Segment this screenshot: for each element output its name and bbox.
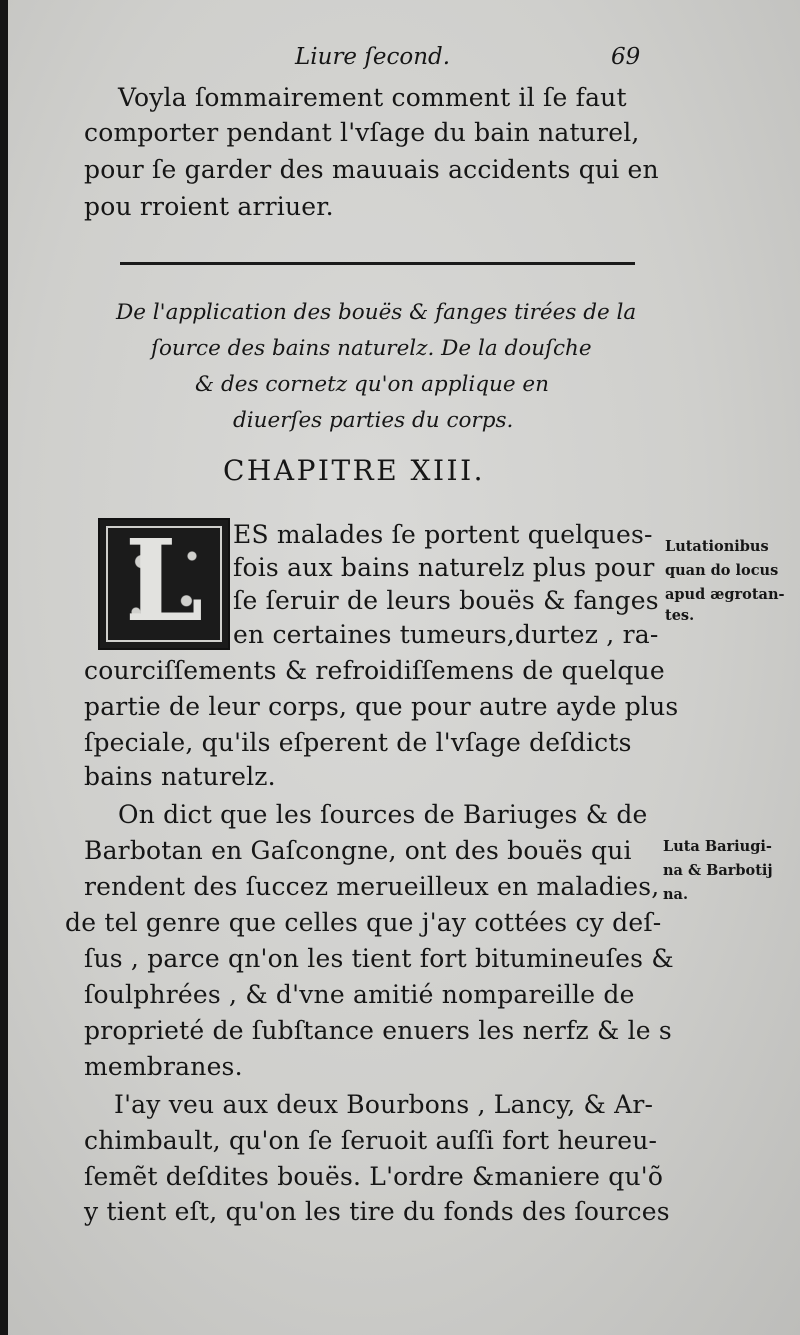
page-number: 69 (611, 44, 641, 70)
initial-letter: L (124, 516, 204, 647)
paragraph-line: chimbault, qu'on ſe ſeruoit auſſi fort heureu- (84, 1126, 658, 1155)
chapter-title: CHAPITRE XIII. (223, 454, 486, 487)
paragraph-line: ſemẽt deſdites bouës. L'ordre &maniere qu'õ (84, 1162, 664, 1191)
book-page (8, 0, 800, 1335)
paragraph-line: en certaines tumeurs,durtez , ra- (233, 620, 659, 649)
intro-line: pou rroient arriuer. (84, 192, 334, 221)
paragraph-line: partie de leur corps, que pour autre ayde plus (84, 692, 679, 721)
intro-line: comporter pendant l'vſage du bain naturel, (84, 118, 640, 147)
section-heading-line: ſource des bains naturelz. De la douſche (151, 336, 592, 361)
paragraph-line: ſoulphrées , & d'vne amitié nompareille de (84, 980, 635, 1009)
paragraph-line: proprieté de ſubſtance enuers les nerfz & le s (84, 1016, 672, 1045)
margin-note-line: na & Barbotij (663, 862, 773, 879)
paragraph-line: courciſſements & refroidiſſemens de quelque (84, 656, 665, 685)
paragraph-line: On dict que les ſources de Bariuges & de (118, 800, 648, 829)
intro-line: pour ſe garder des mauuais accidents qui en (84, 155, 659, 184)
paragraph-line: ſpeciale, qu'ils eſperent de l'vſage deſdicts (84, 728, 632, 757)
paragraph-line: ſe ſeruir de leurs bouës & fanges (233, 586, 659, 615)
section-heading-line: De l'application des bouës & fanges tirées de la (116, 300, 637, 325)
margin-note-line: Lutationibus (665, 538, 769, 555)
paragraph-line: de tel genre que celles que j'ay cottées cy deſ- (65, 908, 662, 937)
running-header: Liure ſecond. (295, 44, 451, 70)
paragraph-line: ſus , parce qn'on les tient fort bitumineuſes & (84, 944, 674, 973)
paragraph-line: y tient eſt, qu'on les tire du fonds des ſources (84, 1197, 670, 1226)
section-heading-line: & des cornetz qu'on applique en (195, 372, 549, 397)
paragraph-line: ES malades ſe portent quelques- (233, 520, 653, 549)
margin-note-line: Luta Bariugi- (663, 838, 772, 855)
intro-line: Voyla ſommairement comment il ſe faut (118, 83, 627, 112)
paragraph-line: I'ay veu aux deux Bourbons , Lancy, & Ar- (114, 1090, 654, 1119)
section-heading-line: diuerſes parties du corps. (233, 408, 514, 433)
margin-note-line: na. (663, 886, 688, 903)
paragraph-line: bains naturelz. (84, 762, 276, 791)
margin-note-line: apud ægrotan- (665, 586, 785, 603)
paragraph-line: membranes. (84, 1052, 243, 1081)
paragraph-line: rendent des ſuccez merueilleux en maladies, (84, 872, 660, 901)
paragraph-line: fois aux bains naturelz plus pour (233, 553, 655, 582)
section-divider (120, 262, 635, 265)
margin-note-line: tes. (665, 607, 695, 624)
ornamental-initial (98, 518, 230, 650)
paragraph-line: Barbotan en Gaſcongne, ont des bouës qui (84, 836, 632, 865)
margin-note-line: quan do locus (665, 562, 779, 579)
